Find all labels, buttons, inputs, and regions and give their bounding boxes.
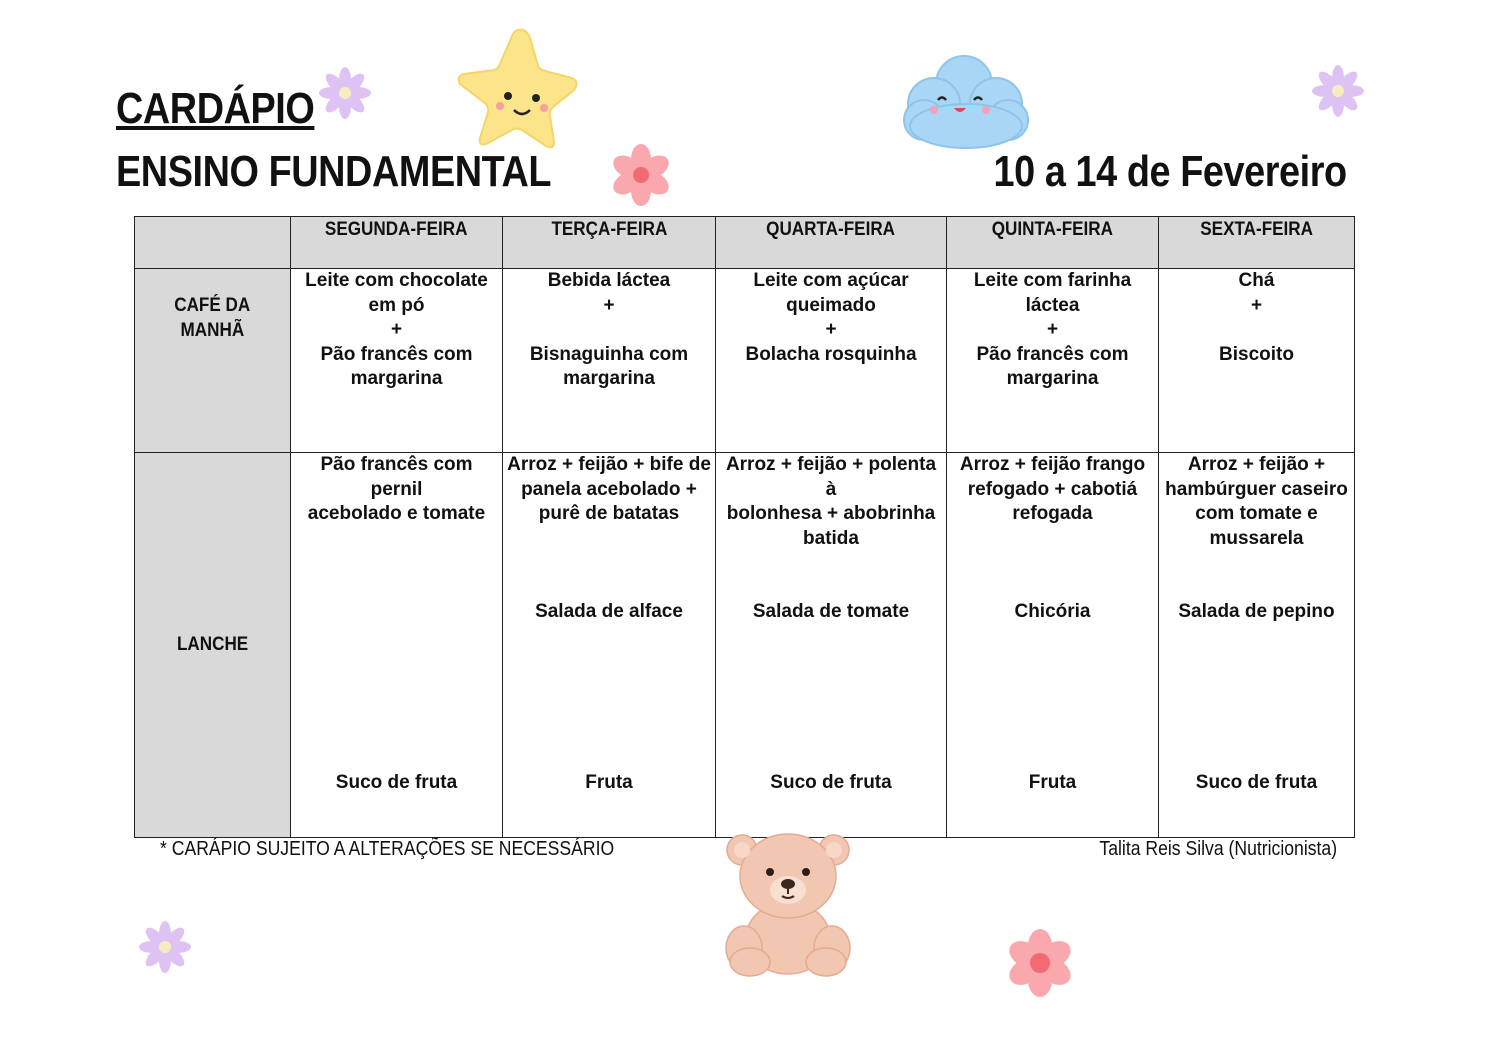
main-dish: Arroz + feijão + bife de panela acebolado + purê de batatas [507,454,711,524]
teddy-bear-icon [718,828,858,978]
lanche-cell [291,453,503,838]
cafe-cell: Bebida láctea + Bisnaguinha com margarina [503,269,716,453]
cafe-row [135,269,1355,453]
lanche-cell [716,453,947,838]
footer-note: * CARÁPIO SUJEITO A ALTERAÇÕES SE NECESSÁRIO [160,838,615,860]
lilac-flower-icon [1311,64,1365,118]
cafe-cell: Chá + Biscoito [1159,269,1355,453]
nutritionist-signature: Talita Reis Silva (Nutricionista) [1099,838,1337,860]
day-header: QUARTA-FEIRA [716,217,947,269]
day-header: QUINTA-FEIRA [947,217,1159,269]
drink: Suco de fruta [1195,772,1318,793]
salad: Chicória [1014,601,1091,622]
drink: Fruta [1028,772,1077,793]
day-header: SEXTA-FEIRA [1159,217,1355,269]
date-range: 10 a 14 de Fevereiro [993,147,1347,196]
cafe-cell: Leite com açúcar queimado + Bolacha rosquinha [716,269,947,453]
day-header: TERÇA-FEIRA [503,217,716,269]
pink-flower-icon [997,928,1083,998]
page-title: CARDÁPIO [116,84,315,133]
main-dish: Arroz + feijão + polenta à bolonhesa + abobrinha batida [725,454,937,549]
header-row [135,217,1355,269]
lanche-cell [947,453,1159,838]
day-header: SEGUNDA-FEIRA [291,217,503,269]
corner-cell [135,217,291,269]
drink: Suco de fruta [335,772,458,793]
lanche-cell [1159,453,1355,838]
cafe-cell: Leite com farinha láctea + Pão francês com margarina [947,269,1159,453]
salad: Salada de alface [535,601,683,622]
pink-flower-icon [608,142,674,208]
main-dish: Pão francês com pernil acebolado e tomate [307,454,486,524]
drink: Fruta [585,772,633,793]
star-icon [450,26,580,150]
row-label-cafe: CAFÉ DA MANHÃ [135,269,291,453]
cafe-cell: Leite com chocolate em pó + Pão francês com margarina [291,269,503,453]
salad: Salada de pepino [1178,601,1335,622]
lilac-flower-icon [318,66,372,120]
main-dish: Arroz + feijão + hambúrguer caseiro com tomate e mussarela [1165,454,1348,549]
lanche-cell [503,453,716,838]
salad: Salada de tomate [752,601,910,622]
cloud-icon [896,48,1034,152]
row-label-lanche: LANCHE [135,453,291,838]
lilac-flower-icon [138,920,192,974]
drink: Suco de fruta [770,772,892,793]
main-dish: Arroz + feijão frango refogado + cabotiá refogada [959,454,1146,524]
lanche-row [135,453,1355,838]
menu-table [134,216,1355,838]
page-subtitle: ENSINO FUNDAMENTAL [116,147,552,196]
